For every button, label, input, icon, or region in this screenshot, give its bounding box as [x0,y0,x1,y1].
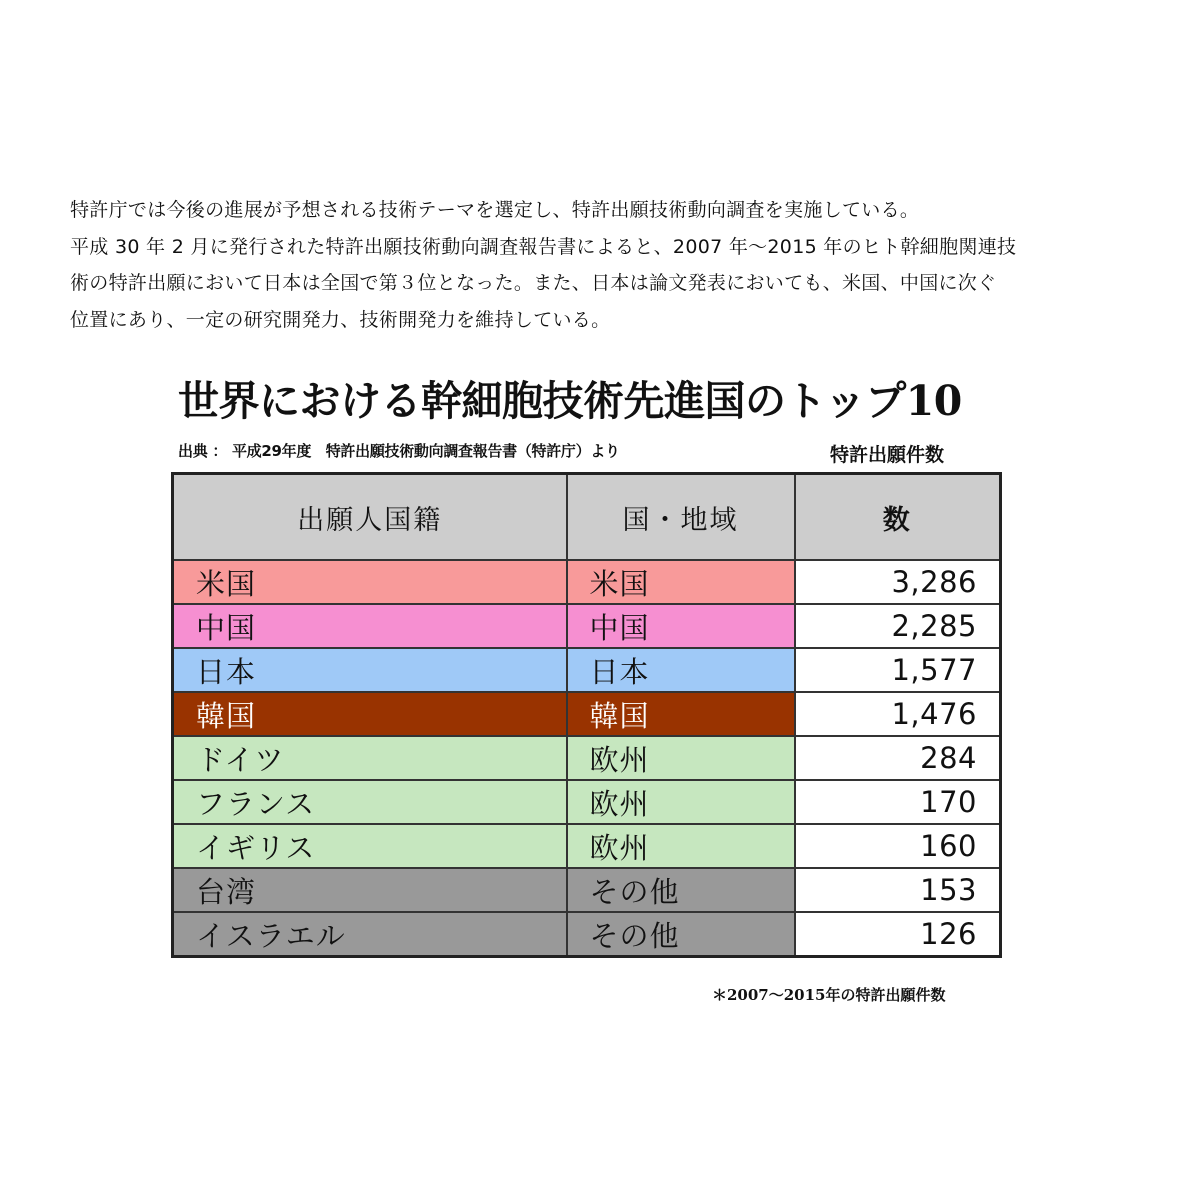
count-cell: 153 [795,868,1001,912]
header-nationality: 出願人国籍 [173,474,567,561]
count-cell: 126 [795,912,1001,957]
region-cell: 中国 [567,604,795,648]
nationality-cell: 米国 [173,560,567,604]
source-citation: 出典 ： 平成29年度 特許出願技術動向調査報告書（特許庁）より [178,442,620,460]
nationality-cell: イスラエル [173,912,567,957]
region-cell: 米国 [567,560,795,604]
region-cell: 欧州 [567,780,795,824]
count-cell: 1,577 [795,648,1001,692]
nationality-cell: イギリス [173,824,567,868]
table-row [173,692,1001,736]
table-row [173,560,1001,604]
table-header-row [173,474,1001,561]
table-row [173,604,1001,648]
nationality-cell: 韓国 [173,692,567,736]
nationality-cell: 日本 [173,648,567,692]
region-cell: その他 [567,868,795,912]
region-cell: 日本 [567,648,795,692]
table-row [173,648,1001,692]
table-row [173,868,1001,912]
region-cell: 韓国 [567,692,795,736]
table-row [173,736,1001,780]
intro-line: 平成 30 年 2 月に発行された特許出願技術動向調査報告書によると、2007 年〜2015 年のヒト幹細胞関連技 [70,235,1017,258]
footnote: ＊2007〜2015年の特許出願件数 [712,986,946,1004]
table-row [173,912,1001,957]
table-row [173,780,1001,824]
count-cell: 3,286 [795,560,1001,604]
table-row [173,824,1001,868]
count-cell: 170 [795,780,1001,824]
intro-paragraph [70,192,1150,338]
region-cell: 欧州 [567,736,795,780]
region-cell: その他 [567,912,795,957]
nationality-cell: 台湾 [173,868,567,912]
nationality-cell: ドイツ [173,736,567,780]
intro-line: 術の特許出願において日本は全国で第３位となった。また、日本は論文発表においても、米国、中国に次ぐ [70,272,997,294]
count-cell: 2,285 [795,604,1001,648]
table-body [173,560,1001,957]
count-cell: 284 [795,736,1001,780]
figure-title: 世界における幹細胞技術先進国のトップ10 [178,377,962,425]
intro-line: 位置にあり、一定の研究開発力、技術開発力を維持している。 [70,308,611,331]
unit-label: 特許出願件数 [830,444,945,466]
header-region: 国・地域 [567,474,795,561]
header-count: 数 [795,474,1001,561]
nationality-cell: 中国 [173,604,567,648]
nationality-cell: フランス [173,780,567,824]
region-cell: 欧州 [567,824,795,868]
intro-line: 特許庁では今後の進展が予想される技術テーマを選定し、特許出願技術動向調査を実施している。 [70,199,920,221]
patent-ranking-table [171,472,1002,958]
count-cell: 160 [795,824,1001,868]
count-cell: 1,476 [795,692,1001,736]
